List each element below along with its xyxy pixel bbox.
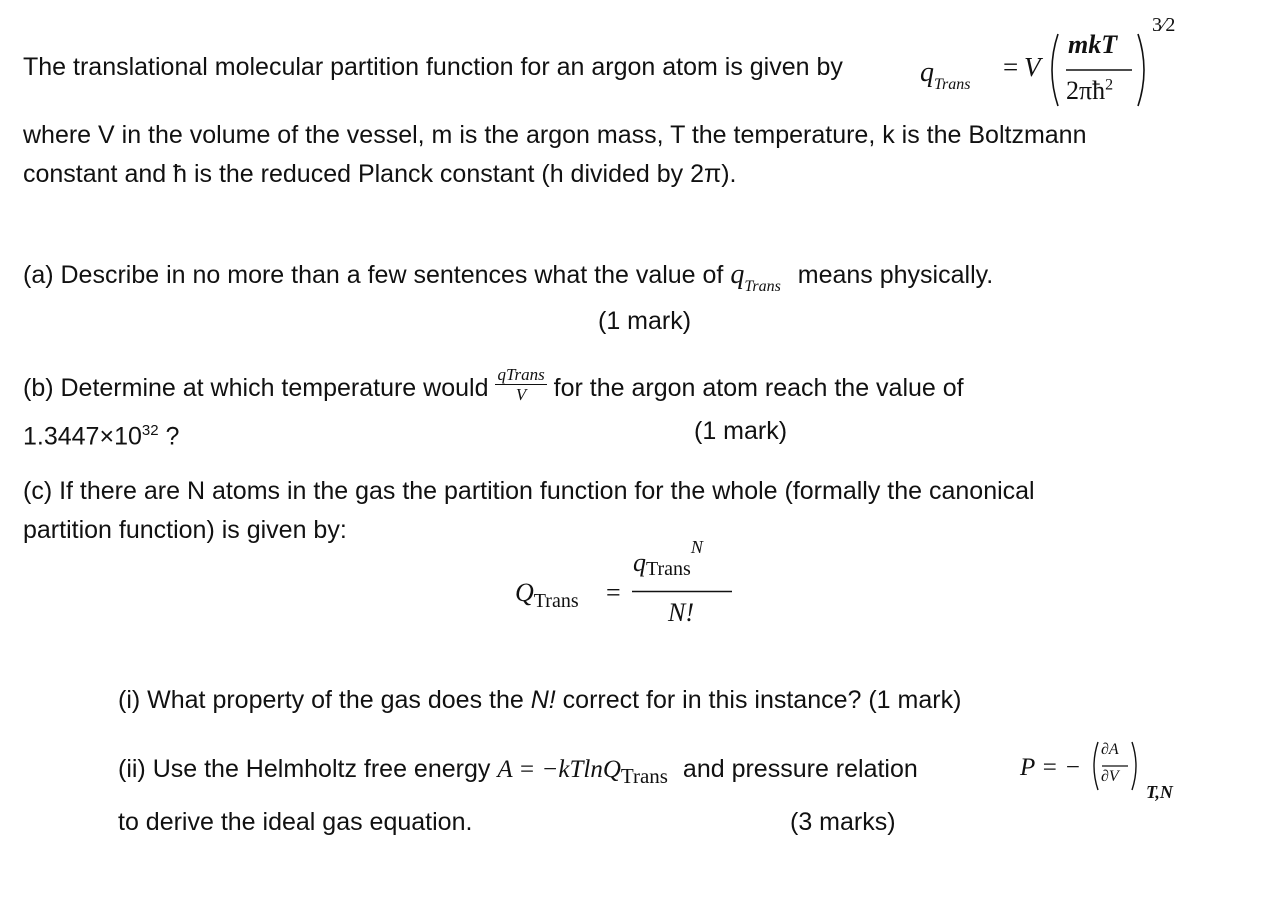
intro-line-1: The translational molecular partition function for an argon atom is given by <box>23 53 843 81</box>
part-a-marks: (1 mark) <box>598 307 692 335</box>
part-c-ii-line-2: to derive the ideal gas equation. <box>118 808 473 836</box>
part-c-ii-marks: (3 marks) <box>790 808 896 836</box>
eq-lhs: $Q_{Trans}$ <box>515 578 579 612</box>
part-c-i-question: (i) What property of the gas does the N! correct for in this instance? (1 mark) <box>118 686 962 714</box>
part-b-question: (b) Determine at which temperature would $\frac{\text{qTrans}}{V}$ for the argon atom reach the value of <box>23 365 964 404</box>
part-a-question: (a) Describe in no more than a few sentences what the value of $q_{Trans}$ means physically. <box>23 259 994 295</box>
formula-equals: = <box>1003 52 1019 82</box>
intro-line-2: where V in the volume of the vessel, m is the argon mass, T the temperature, k is the Boltzmann <box>23 121 1087 149</box>
part-c-line-2: partition function) is given by: <box>23 516 347 544</box>
formula-denominator: $2\pi ħ^2$ <box>1066 76 1114 105</box>
formula-outer-exponent: 3⁄2 <box>1152 14 1176 36</box>
eq-fraction-bar <box>632 590 734 593</box>
partial-numerator: ∂A <box>1101 741 1119 758</box>
cropped-previous-line <box>200 0 560 6</box>
part-c-line-1: (c) If there are N atoms in the gas the partition function for the whole (formally the canonical <box>23 477 1035 505</box>
pressure-lhs: P = − <box>1020 754 1082 781</box>
formula-numerator: mkT <box>1068 30 1118 59</box>
part-b-fraction: $\frac{\text{qTrans}}{V}$ <box>497 365 545 404</box>
part-c-ii-question: (ii) Use the Helmholtz free energy A = −kTlnQ$_{Trans}$ and pressure relation <box>118 755 918 788</box>
eq-denominator: N! <box>668 598 694 627</box>
partial-denominator: ∂V <box>1101 768 1119 785</box>
part-b-marks: (1 mark) <box>694 417 788 445</box>
eq-equals: = <box>606 578 621 607</box>
eq-numerator: qTrans$^N$ <box>633 537 703 580</box>
partial-subscript: T,N <box>1146 782 1173 802</box>
part-b-value: $1.3447\times 10^{32}$ ? <box>23 422 180 451</box>
formula-lhs: $q_{Trans}$ <box>920 57 971 93</box>
formula-volume: V <box>1024 52 1041 82</box>
intro-line-3: constant and ħ is the reduced Planck constant (h divided by 2π). <box>23 160 737 188</box>
